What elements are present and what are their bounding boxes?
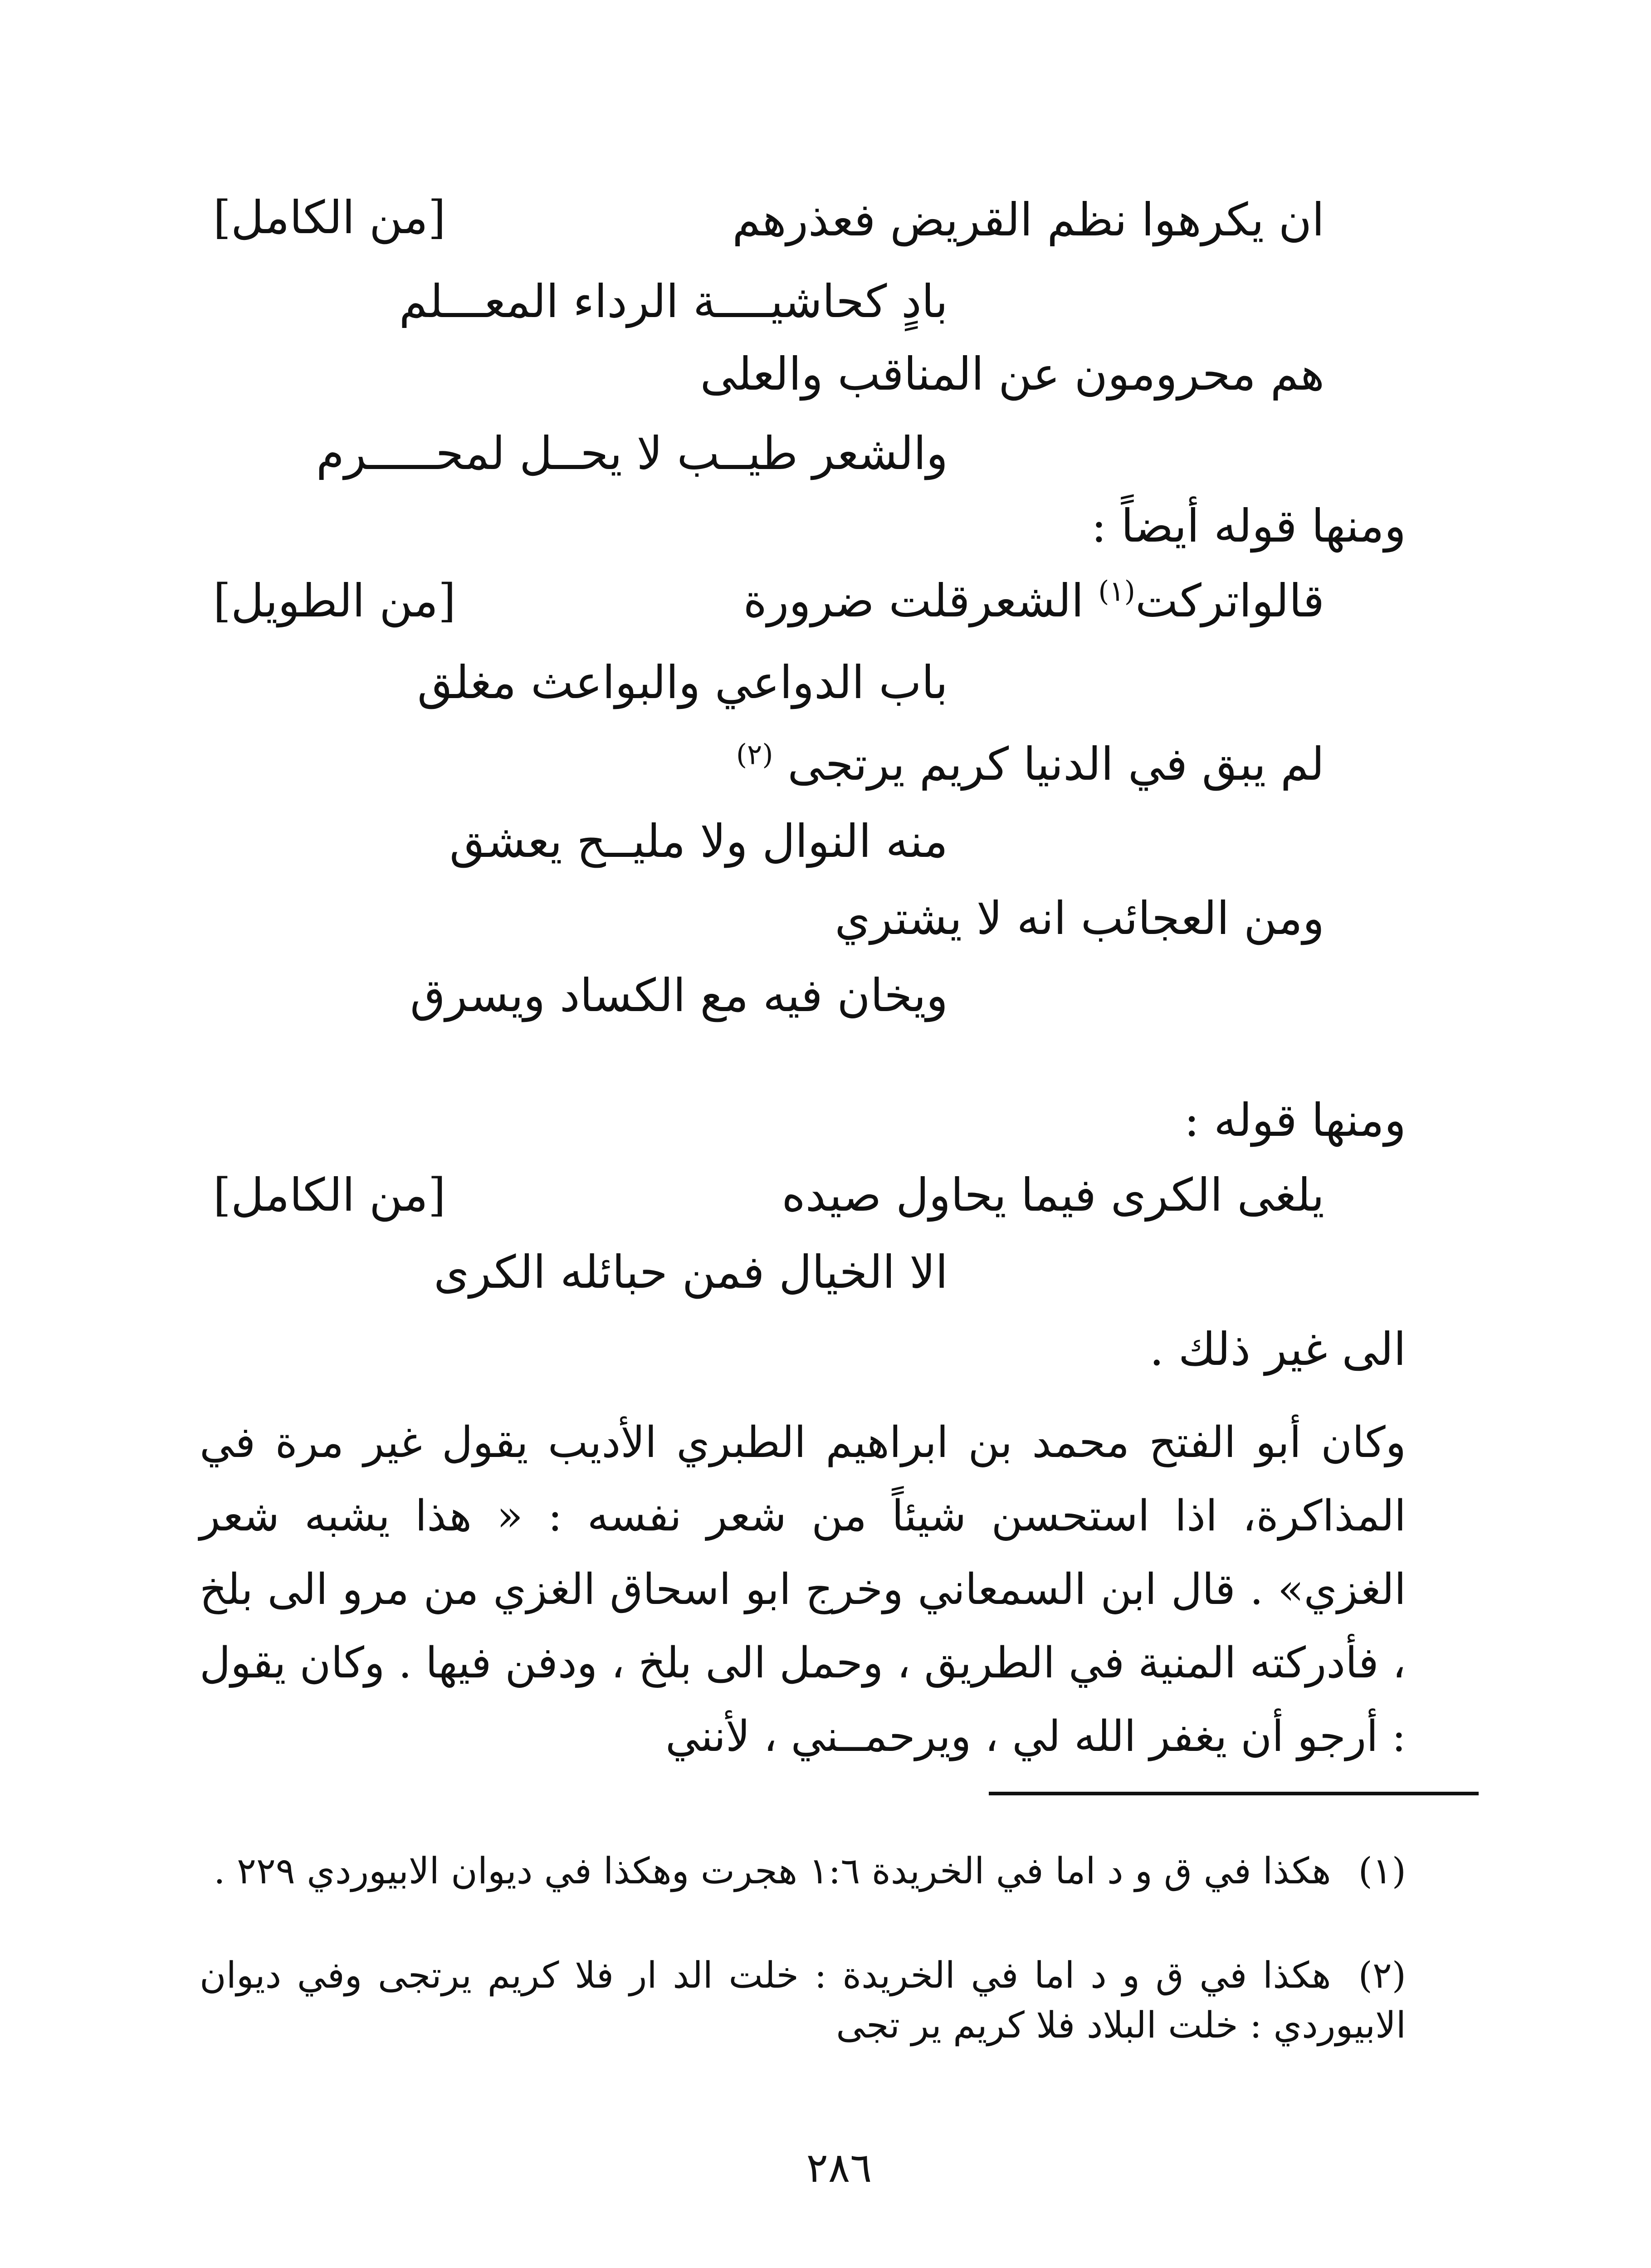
verse-line: ويخان فيه مع الكساد ويسرق [410, 969, 948, 1022]
verse-line [736, 735, 1324, 794]
section-intro: ومنها قوله : [1184, 1094, 1406, 1147]
meter-label: [من الطويل] [213, 574, 456, 627]
verse-line [743, 572, 1324, 631]
verse-line: يلغى الكرى فيما يحاول صيده [782, 1168, 1324, 1222]
verse-text: الشعرقلت ضرورة [743, 574, 1099, 627]
footnote-rule [989, 1792, 1479, 1795]
footnote-2 [200, 1950, 1406, 2050]
verse-line: باب الدواعي والبواعث مغلق [417, 656, 948, 709]
verse-line: ان يكرهوا نظم القريض فعذرهم [732, 193, 1324, 246]
footnote-1 [200, 1846, 1406, 1896]
verse-text: لم يبق في الدنيا كريم يرتجى [773, 738, 1324, 791]
footnote-ref: (٢) [736, 738, 773, 771]
closing-line: الى غير ذلك . [1149, 1323, 1406, 1376]
verse-line: هم محرومون عن المناقب والعلى [700, 347, 1324, 401]
footnote-text: هكذا في ق و د اما في الخريدة ١:٦ هجرت وهكذا في ديوان الابيوردي ٢٢٩ . [214, 1850, 1331, 1892]
footnote-number: (١) [1358, 1850, 1406, 1892]
verse-text: قالواتركت [1135, 574, 1324, 627]
verse-line: بادٍ كحاشيــــة الرداء المعـــلم [399, 275, 948, 328]
verse-line: والشعر طيــب لا يحــل لمحـــــرم [316, 427, 948, 480]
meter-label: [من الكامل] [213, 1168, 446, 1222]
footnote-number: (٢) [1358, 1954, 1406, 1996]
page-number: ٢٨٦ [806, 2144, 872, 2192]
prose-paragraph: وكان أبو الفتح محمد بن ابراهيم الطبري الأديب يقول غير مرة في المذاكرة، اذا استحسن شيئاً من شعر نفسه : « هذا يشبه شعر الغزي» . قال ابن السمعاني وخرج ابو اسحاق الغزي من مرو الى بلخ ، فأدركته المنية في الطريق ، وحمل الى بلخ ، ودفن فيها . وكان يقول : أرجو أن يغفر الله لي ، ويرحمــني ، لأنني [200, 1418, 1406, 1761]
verse-line: ومن العجائب انه لا يشتري [835, 892, 1324, 945]
section-intro: ومنها قوله أيضاً : [1091, 499, 1406, 552]
footnote-text: هكذا في ق و د اما في الخريدة : خلت الد ار فلا كريم يرتجى وفي ديوان الابيوردي : خلت البلاد فلا كريم ير تجى [200, 1954, 1406, 2046]
verse-line: منه النوال ولا مليــح يعشق [449, 815, 948, 868]
meter-label: [من الكامل] [213, 191, 446, 244]
verse-line: الا الخيال فمن حبائله الكرى [434, 1246, 948, 1299]
footnote-ref: (١) [1098, 574, 1135, 608]
